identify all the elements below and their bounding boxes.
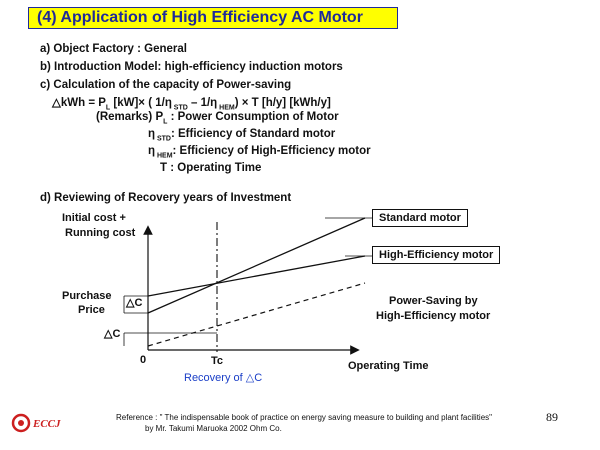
formula-sub-l: L	[105, 104, 111, 112]
page-number: 89	[546, 410, 558, 424]
reference-line-1: Reference : " The indispensable book of practice on energy saving measure to building and plant facilities"	[116, 413, 492, 422]
y-axis-label-2: Running cost	[65, 227, 136, 239]
y-axis-label-1: Initial cost +	[62, 212, 126, 224]
purchase-price-label-1: Purchase	[62, 290, 112, 302]
high-efficiency-motor-box: High-Efficiency motor	[372, 246, 500, 264]
high-efficiency-line	[148, 256, 365, 296]
eccj-logo-icon	[10, 412, 70, 434]
formula-mid: [kW]× ( 1/η	[110, 97, 172, 109]
eta-symbol: η	[148, 145, 156, 157]
purchase-price-label-2: Price	[78, 304, 105, 316]
slide-title: (4) Application of High Efficiency AC Motor	[28, 7, 398, 29]
recovery-label: Recovery of △C	[184, 372, 263, 384]
eta-symbol: η	[148, 128, 156, 140]
formula-sub-hem: HEM	[217, 104, 235, 112]
t-symbol: T	[160, 162, 168, 174]
delta-c-upper: △C	[126, 297, 143, 309]
eccj-logo	[10, 412, 70, 439]
line-object-factory: a) Object Factory : General	[40, 43, 187, 55]
standard-motor-box: Standard motor	[372, 209, 468, 227]
x-axis-label: Operating Time	[348, 360, 429, 372]
remarks-prefix: (Remarks) P	[96, 111, 164, 123]
formula-suffix: ) × T [h/y] [kWh/y]	[234, 97, 331, 109]
eta-std-text: : Efficiency of Standard motor	[170, 128, 336, 140]
delta-c-lower: △C	[104, 328, 121, 340]
t-text: : Operating Time	[167, 162, 262, 174]
line-calculation: c) Calculation of the capacity of Power-saving	[40, 79, 292, 91]
eta-hem-text: : Efficiency of High-Efficiency motor	[172, 145, 371, 157]
power-saving-line	[148, 283, 365, 346]
standard-motor-line	[148, 218, 365, 313]
line-introduction-model: b) Introduction Model: high-efficiency induction motors	[40, 61, 343, 73]
formula-mid2: – 1/η	[187, 97, 218, 109]
eta-hem-sub: HEM	[155, 152, 173, 160]
eta-std-sub: STD	[155, 135, 171, 143]
power-saving-label-2: High-Efficiency motor	[376, 310, 491, 322]
power-saving-label-1: Power-Saving by	[389, 295, 478, 307]
line-reviewing: d) Reviewing of Recovery years of Investment	[40, 192, 292, 204]
tc-label: Tc	[211, 355, 224, 367]
logo-text: ECCJ	[33, 418, 61, 430]
remarks-sub: L	[163, 118, 168, 126]
reference-line-2: by Mr. Takumi Maruoka 2002 Ohm Co.	[145, 424, 282, 433]
remarks-text: : Power Consumption of Motor	[167, 111, 339, 123]
formula-sub-std: STD	[171, 104, 188, 112]
formula-prefix: △kWh = P	[52, 97, 106, 109]
origin-zero: 0	[140, 354, 147, 366]
